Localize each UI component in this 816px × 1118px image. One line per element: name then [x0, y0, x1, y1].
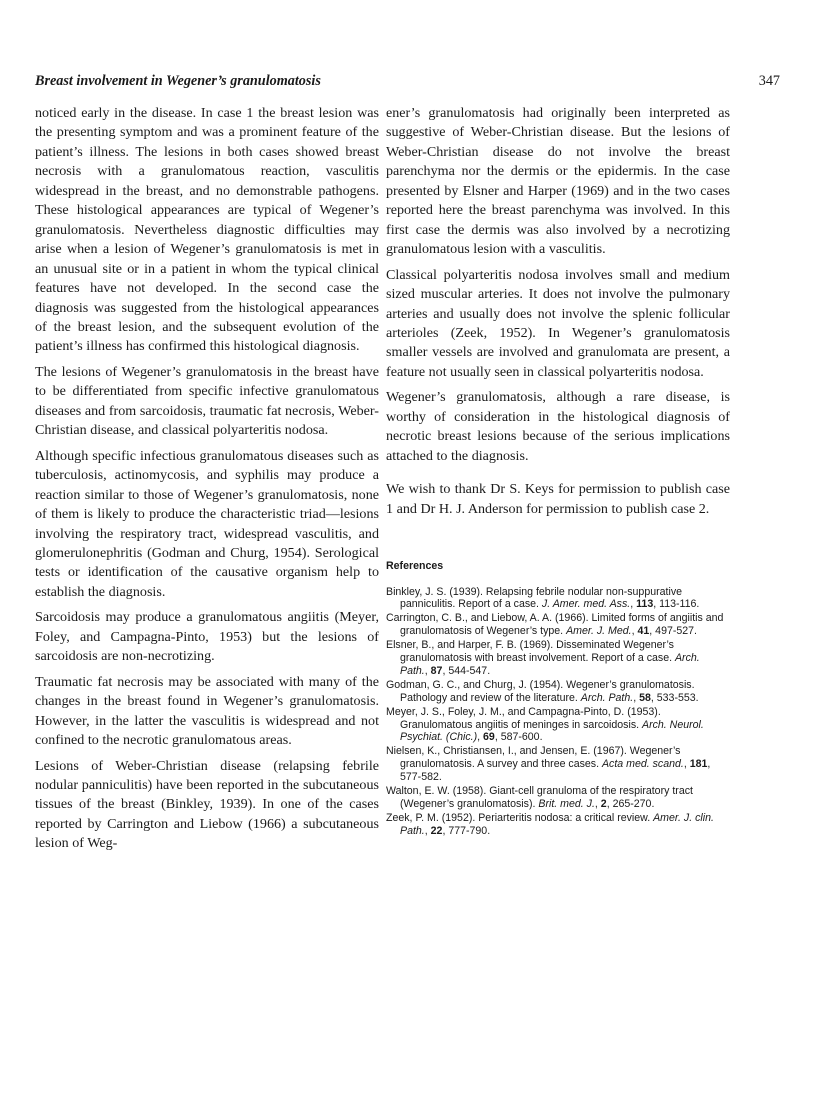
ref-journal: Arch. Path.: [400, 652, 700, 677]
ref-volume: 2: [600, 798, 607, 811]
reference-item: Godman, G. C., and Churg, J. (1954). Wegener’s granulomatosis. Pathology and review of the literature. Arch. Path., 58, 533-553.: [386, 678, 699, 704]
ref-pages: , 533-553.: [650, 691, 699, 704]
ref-journal: Amer. J. Med.: [566, 625, 632, 638]
reference-item: Carrington, C. B., and Liebow, A. A. (1966). Limited forms of angiitis and granulomatosis of Wegener’s type. Amer. J. Med., 41, 497-527.: [386, 612, 724, 638]
body-paragraph: Classical polyarteritis nodosa involves small and medium sized muscular arteries. It does not involve the pulmonary arteries and usually does not involve the splenic follicular arterioles (Zeek, 1952). In Wegener’s granulomatosis smaller vessels are involved and granulomata are present, a feature not usually seen in classical polyarteritis nodosa.: [386, 266, 730, 380]
right-column: [386, 104, 730, 839]
ref-journal: Arch. Neurol. Psychiat. (Chic.): [400, 718, 704, 744]
ref-text: Walton, E. W. (1958). Giant-cell granuloma of the respiratory tract (Wegener’s granulomatosis).: [386, 785, 693, 811]
ref-volume: 69: [483, 731, 495, 744]
reference-list: [386, 586, 730, 838]
ref-text: Nielsen, K., Christiansen, I., and Jensen, E. (1967). Wegener’s granulomatosis. A survey and three cases.: [386, 745, 681, 771]
reference-item: Binkley, J. S. (1939). Relapsing febrile nodular non-suppurative panniculitis. Report of a case. J. Amer. med. Ass., 113, 113-116.: [386, 585, 700, 611]
ref-volume: 41: [637, 625, 650, 638]
ref-volume: 58: [639, 691, 651, 704]
ref-text: Carrington, C. B., and Liebow, A. A. (1966). Limited forms of angiitis and granulomatosis of Wegener’s type.: [386, 612, 724, 638]
ref-journal: Arch. Path.: [580, 691, 634, 704]
ref-volume: 22: [430, 824, 443, 837]
reference-item: Zeek, P. M. (1952). Periarteritis nodosa: a critical review. Amer. J. clin. Path., 22, 777-790.: [386, 811, 714, 837]
ref-pages: , 777-790.: [442, 824, 491, 837]
reference-item: Nielsen, K., Christiansen, I., and Jensen, E. (1967). Wegener’s granulomatosis. A survey and three cases. Acta med. scand., 181, 577-582.: [386, 745, 711, 784]
body-paragraph: Traumatic fat necrosis may be associated with many of the changes in the breast found in Wegener’s granulomatosis. However, in the latter the vasculitis is widespread and not confined to the necrotic granulomatous areas.: [35, 673, 379, 749]
reference-item: Walton, E. W. (1958). Giant-cell granuloma of the respiratory tract (Wegener’s granulomatosis). Brit. med. J., 2, 265-270.: [386, 785, 693, 811]
acknowledgement: We wish to thank Dr S. Keys for permission to publish case 1 and Dr H. J. Anderson for permission to publish case 2.: [386, 481, 730, 517]
running-title: Breast involvement in Wegener’s granulomatosis: [35, 73, 321, 89]
ref-pages: , 265-270.: [606, 798, 655, 811]
ref-text: Godman, G. C., and Churg, J. (1954). Wegener’s granulomatosis. Pathology and review of the literature.: [386, 678, 695, 704]
ref-volume: 181: [689, 758, 708, 771]
left-column: [35, 104, 379, 854]
ref-text: Binkley, J. S. (1939). Relapsing febrile nodular non-suppurative panniculitis. Report of a case.: [386, 585, 683, 611]
reference-item: Elsner, B., and Harper, F. B. (1969). Disseminated Wegener’s granulomatosis with breast involvement. Report of a case. Arch. Path., 87, 544-547.: [386, 639, 700, 677]
ref-journal: Amer. J. clin. Path.: [400, 811, 714, 837]
body-paragraph: Sarcoidosis may produce a granulomatous angiitis (Meyer, Foley, and Campagna-Pinto, 1953) but the lesions of sarcoidosis are non-necrotizing.: [35, 609, 379, 665]
ref-volume: 113: [636, 598, 654, 611]
body-paragraph: ener’s granulomatosis had originally been interpreted as suggestive of Weber-Christian disease. But the lesions of Weber-Christian disease do not involve the breast parenchyma nor the dermis or the epidermis. In the case presented by Elsner and Harper (1969) and in the two cases reported here the breast parenchyma was involved. In this first case the dermis was also involved by a necrotizing granulomatous lesion with a vasculitis.: [386, 105, 730, 258]
body-paragraph: Although specific infectious granulomatous diseases such as tuberculosis, actinomycosis, and syphilis may produce a reaction similar to those of Wegener’s granulomatosis, none of them is likely to produce the characteristic triad—lesions involving the respiratory tract, widespread vasculitis, and glomerulonephritis (Godman and Churg, 1954). Serological tests or identification of the causative organism help to establish the diagnosis.: [35, 447, 379, 600]
ref-pages: , 544-547.: [442, 664, 491, 677]
running-head: [35, 73, 780, 93]
ref-pages: , 497-527.: [649, 625, 698, 638]
reference-item: Meyer, J. S., Foley, J. M., and Campagna-Pinto, D. (1953). Granulomatous angiitis of meninges in sarcoidosis. Arch. Neurol. Psychiat. (Chic.), 69, 587-600.: [386, 705, 704, 744]
ref-pages: , 577-582.: [400, 758, 711, 784]
ref-text: Zeek, P. M. (1952). Periarteritis nodosa: a critical review.: [386, 811, 654, 824]
ref-journal: J. Amer. med. Ass.: [541, 598, 631, 611]
body-paragraph: Wegener’s granulomatosis, although a rare disease, is worthy of consideration in the histological diagnosis of necrotic breast lesions because of the serious implications attached to the diagnosis.: [386, 389, 730, 464]
body-paragraph: The lesions of Wegener’s granulomatosis in the breast have to be differentiated from specific infective granulomatous diseases and from sarcoidosis, traumatic fat necrosis, Weber-Christian disease, and classical polyarteritis nodosa.: [35, 363, 379, 439]
ref-text: Elsner, B., and Harper, F. B. (1969). Disseminated Wegener’s granulomatosis with breast involvement. Report of a case.: [386, 639, 675, 665]
ref-volume: 87: [430, 664, 443, 677]
ref-pages: , 587-600.: [494, 731, 543, 744]
ref-journal: Acta med. scand.: [601, 758, 684, 771]
body-paragraph: Lesions of Weber-Christian disease (relapsing febrile nodular panniculitis) have been reported in the subcutaneous tissues of the breast (Binkley, 1939). In one of the cases reported by Carrington and Liebow (1966) a subcutaneous lesion of Weg-: [35, 757, 379, 852]
references-heading: References: [386, 560, 444, 573]
page-number: 347: [758, 73, 780, 89]
ref-text: Meyer, J. S., Foley, J. M., and Campagna-Pinto, D. (1953). Granulomatous angiitis of meninges in sarcoidosis.: [386, 705, 661, 731]
ref-journal: Brit. med. J.: [538, 798, 595, 811]
body-paragraph: noticed early in the disease. In case 1 the breast lesion was the presenting symptom and was a prominent feature of the patient’s illness. The lesions in both cases showed breast necrosis with a granulomatous reaction, vasculitis widespread in the breast, and no demonstrable pathogens. These histological appearances are typical of Wegener’s granulomatosis. Nevertheless diagnostic difficulties may arise when a lesion of Wegener’s granulomatosis is met in an unusual site or in a patient in whom the typical clinical features have not developed. In the second case the diagnosis was suggested from the histological appearances of the breast lesion, and the subsequent evolution of the patient’s illness has confirmed this histological diagnosis.: [35, 105, 379, 355]
ref-pages: , 113-116.: [653, 598, 700, 611]
